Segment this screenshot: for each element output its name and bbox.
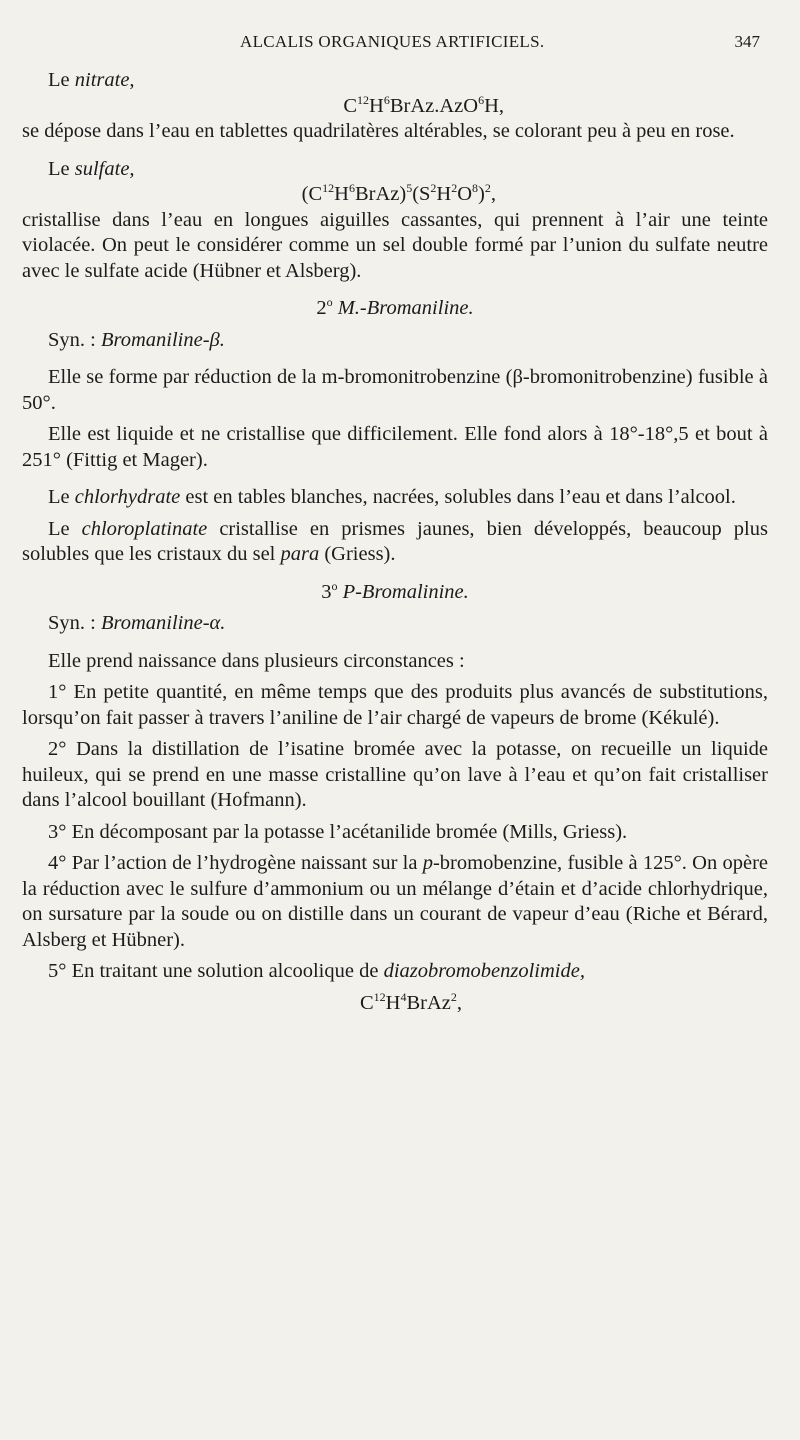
section-3-item-3: 3° En décomposant par la potasse l’acétanilide bromée (Mills, Griess). [48, 820, 628, 843]
section-3-intro: Elle prend naissance dans plusieurs circonstances : [48, 649, 465, 672]
page-body [22, 68, 768, 1016]
page-header [0, 32, 800, 56]
sulfate-text: cristallise dans l’eau en longues aiguilles cassantes, qui prennent à l’air une teinte violacée. On peut le considérer comme un sel double formé par l’union du sulfate neutre avec le sulfate acide (Hübner et Alsberg). [22, 208, 768, 282]
section-3-item-4: 4° Par l’action de l’hydrogène naissant sur la p-bromobenzine, fusible à 125°. On opère la réduction avec le sulfure d’ammonium ou un mélange d’étain et d’acide chlorhydrique, on sursature par la soude ou on distille dans un courant de vapeur d’eau (Riche et Bérard, Alsberg et Hübner). [22, 852, 768, 951]
section-2-para-4: Le chloroplatinate cristallise en prismes jaunes, bien développés, beaucoup plus solubles que les cristaux du sel para (Griess). [22, 517, 768, 565]
section-2-synonym: Syn. : Bromaniline-β. [48, 328, 225, 351]
sulfate-formula: $(C^{12}H^6BrAz)^5(S^2H^2O^8)^2$, [301, 181, 496, 205]
section-2-para-3: Le chlorhydrate est en tables blanches, nacrées, solubles dans l’eau et dans l’alcool. [48, 486, 736, 508]
section-3-heading: 3$^o$ P-Bromalinine. [321, 578, 469, 603]
sulfate-heading: Le sulfate, [48, 157, 135, 180]
section-2-para-1: Elle se forme par réduction de la m-bromonitrobenzine (β-bromonitrobenzine) fusible à 50°. [22, 366, 768, 414]
nitrate-text: se dépose dans l’eau en tablettes quadrilatères altérables, se colorant peu à peu en rose. [22, 120, 735, 142]
section-2-para-2: Elle est liquide et ne cristallise que difficilement. Elle fond alors à 18°-18°,5 et bout à 251° (Fittig et Mager). [22, 423, 768, 471]
sulfate-term: sulfate, [74, 157, 135, 180]
section-3-item-5-formula: $C^{12}H^4BrAz^2$, [359, 989, 462, 1014]
nitrate-term: nitrate, [74, 69, 135, 91]
section-3-item-1: 1° En petite quantité, en même temps que des produits plus avancés de substitutions, lorsqu’on fait passer à travers l’aniline de l’air chargé de vapeurs de brome (Kékulé). [22, 681, 768, 729]
nitrate-heading: Le nitrate, [48, 69, 135, 91]
section-2-heading: 2$^o$ M.-Bromaniline. [316, 295, 474, 319]
page-number: 347 [734, 32, 760, 51]
section-3-item-2: 2° Dans la distillation de l’isatine bromée avec la potasse, on recueille un liquide huileux, qui se prend en une masse cristalline qu’on lave à l’eau et qu’on fait cristalliser dans l’alcool bouillant (Hofmann). [22, 738, 768, 811]
running-title: ALCALIS ORGANIQUES ARTIFICIELS. [240, 32, 545, 51]
section-3-synonym: Syn. : Bromaniline-α. [48, 612, 226, 634]
nitrate-formula: $C^{12}H^6BrAz.AzO^6H$, [343, 92, 504, 117]
section-3-item-5: 5° En traitant une solution alcoolique de diazobromobenzolimide, [48, 960, 585, 982]
